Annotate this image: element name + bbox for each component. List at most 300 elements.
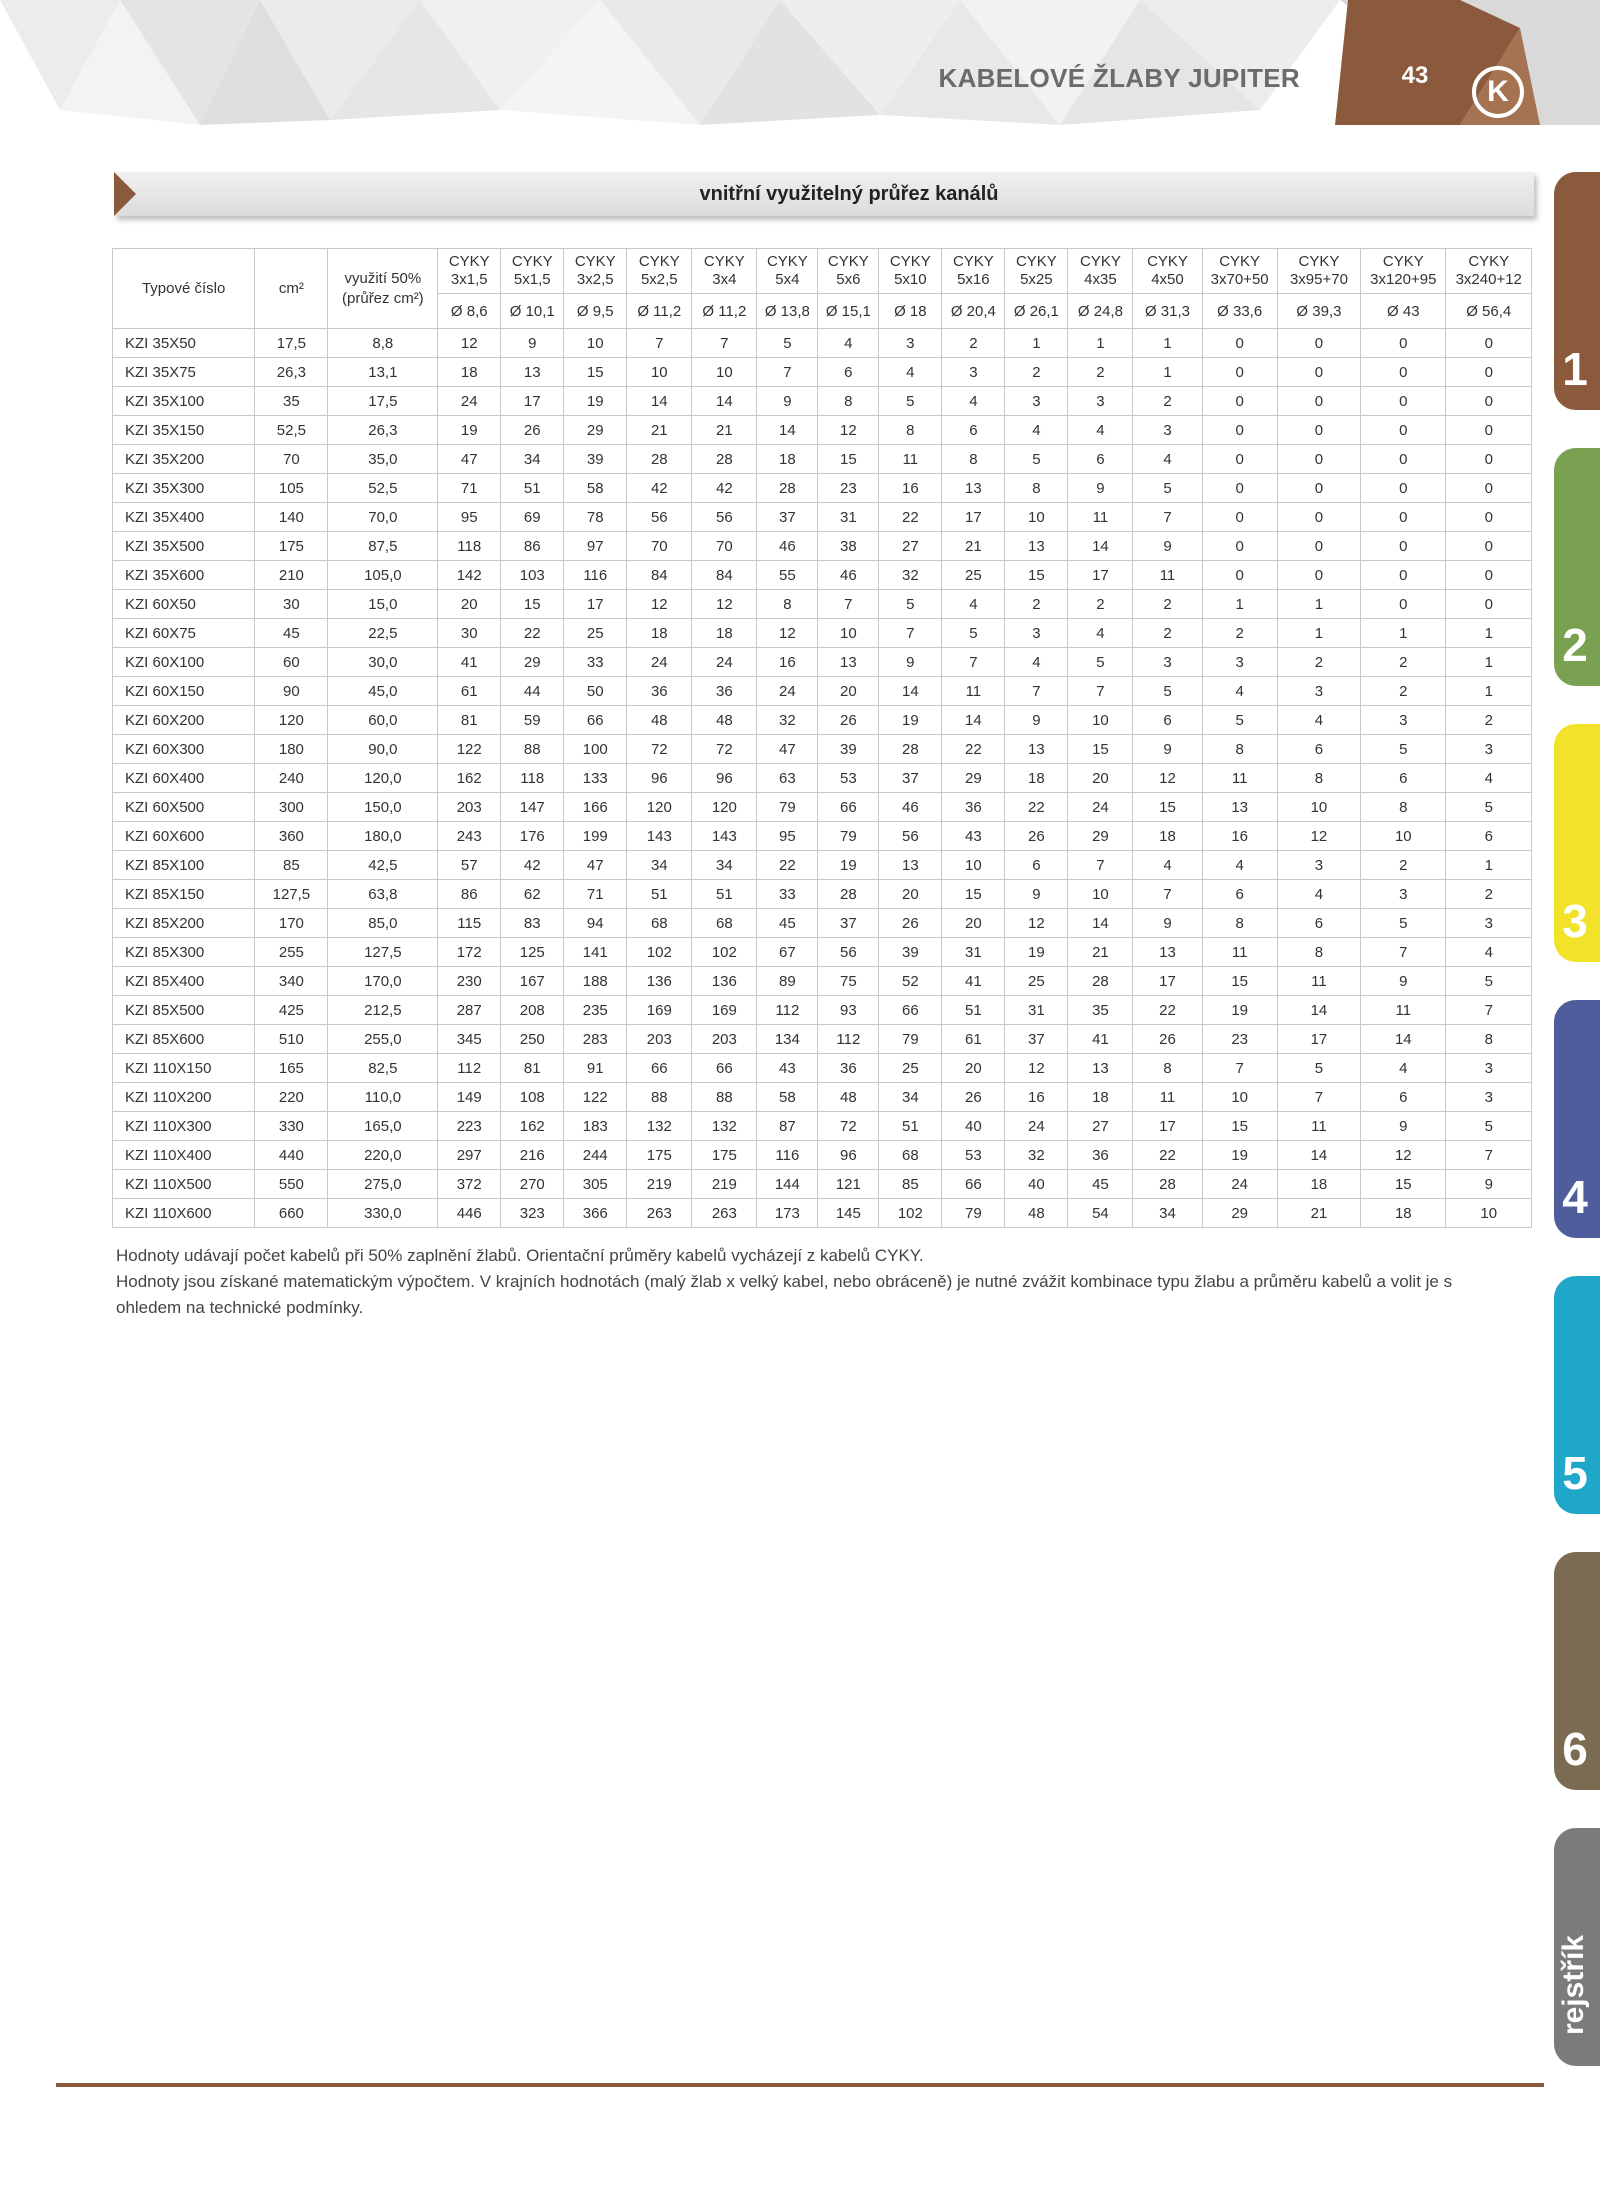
- table-cell: 133: [564, 764, 627, 793]
- cell-type-number: KZI 60X400: [113, 764, 255, 793]
- table-cell: 11: [1277, 967, 1360, 996]
- table-cell: 2: [1133, 387, 1202, 416]
- header-cable: CYKY 3x95+70: [1277, 249, 1360, 294]
- table-cell: 79: [879, 1025, 942, 1054]
- table-cell: 0: [1277, 532, 1360, 561]
- table-cell: 56: [818, 938, 879, 967]
- table-cell: 40: [1005, 1170, 1068, 1199]
- table-cell: 0: [1202, 532, 1277, 561]
- table-cell: 0: [1446, 590, 1532, 619]
- table-cell: 90,0: [328, 735, 438, 764]
- table-cell: 180,0: [328, 822, 438, 851]
- table-cell: 11: [1202, 938, 1277, 967]
- table-row: [113, 1141, 1532, 1170]
- table-cell: 79: [757, 793, 818, 822]
- table-cell: 7: [1133, 503, 1202, 532]
- table-cell: 33: [757, 880, 818, 909]
- table-cell: 1: [1361, 619, 1446, 648]
- table-cell: 46: [818, 561, 879, 590]
- table-cell: 22: [1133, 996, 1202, 1025]
- table-cell: 212,5: [328, 996, 438, 1025]
- table-cell: 93: [818, 996, 879, 1025]
- table-cell: 0: [1361, 416, 1446, 445]
- table-cell: 0: [1202, 474, 1277, 503]
- table-cell: 24: [627, 648, 692, 677]
- table-cell: 149: [438, 1083, 501, 1112]
- table-cell: 4: [1361, 1054, 1446, 1083]
- table-cell: 13: [1005, 532, 1068, 561]
- table-cell: 255: [255, 938, 328, 967]
- table-cell: 2: [1202, 619, 1277, 648]
- table-cell: 1: [1133, 329, 1202, 358]
- header-cable: CYKY 5x16: [942, 249, 1005, 294]
- header-cable: CYKY 3x1,5: [438, 249, 501, 294]
- table-cell: 7: [1005, 677, 1068, 706]
- table-cell: 97: [564, 532, 627, 561]
- table-cell: 45,0: [328, 677, 438, 706]
- table-cell: 136: [627, 967, 692, 996]
- table-cell: 132: [692, 1112, 757, 1141]
- table-cell: 6: [1277, 909, 1360, 938]
- table-cell: 41: [942, 967, 1005, 996]
- table-cell: 13,1: [328, 358, 438, 387]
- table-cell: 12: [692, 590, 757, 619]
- table-cell: 263: [627, 1199, 692, 1228]
- table-cell: 42: [692, 474, 757, 503]
- table-cell: 0: [1277, 445, 1360, 474]
- cell-type-number: KZI 85X500: [113, 996, 255, 1025]
- table-cell: 19: [1202, 1141, 1277, 1170]
- table-cell: 54: [1068, 1199, 1133, 1228]
- table-cell: 70: [255, 445, 328, 474]
- table-cell: 68: [692, 909, 757, 938]
- table-cell: 8: [1202, 735, 1277, 764]
- table-cell: 330,0: [328, 1199, 438, 1228]
- chapter-tab-label: 5: [1562, 1447, 1588, 1499]
- cell-type-number: KZI 110X500: [113, 1170, 255, 1199]
- table-cell: 203: [627, 1025, 692, 1054]
- table-cell: 12: [627, 590, 692, 619]
- table-cell: 13: [879, 851, 942, 880]
- table-cell: 208: [501, 996, 564, 1025]
- table-cell: 15: [1005, 561, 1068, 590]
- table-cell: 0: [1446, 503, 1532, 532]
- table-cell: 8: [757, 590, 818, 619]
- table-cell: 550: [255, 1170, 328, 1199]
- table-cell: 90: [255, 677, 328, 706]
- table-cell: 37: [818, 909, 879, 938]
- chapter-tab-rejstrik[interactable]: [1554, 1828, 1600, 2066]
- table-row: [113, 590, 1532, 619]
- table-cell: 29: [1068, 822, 1133, 851]
- cell-type-number: KZI 60X200: [113, 706, 255, 735]
- table-cell: 105,0: [328, 561, 438, 590]
- table-cell: 5: [1202, 706, 1277, 735]
- table-cell: 4: [1005, 416, 1068, 445]
- table-cell: 42,5: [328, 851, 438, 880]
- table-cell: 56: [692, 503, 757, 532]
- table-cell: 19: [564, 387, 627, 416]
- table-cell: 3: [1361, 706, 1446, 735]
- table-cell: 15: [818, 445, 879, 474]
- table-cell: 32: [757, 706, 818, 735]
- table-cell: 29: [564, 416, 627, 445]
- table-cell: 22: [1133, 1141, 1202, 1170]
- table-cell: 16: [879, 474, 942, 503]
- table-cell: 0: [1446, 387, 1532, 416]
- table-cell: 39: [564, 445, 627, 474]
- table-cell: 12: [1005, 1054, 1068, 1083]
- table-cell: 0: [1277, 387, 1360, 416]
- cell-type-number: KZI 110X200: [113, 1083, 255, 1112]
- table-cell: 9: [1068, 474, 1133, 503]
- table-cell: 66: [879, 996, 942, 1025]
- cell-type-number: KZI 60X150: [113, 677, 255, 706]
- table-cell: 11: [942, 677, 1005, 706]
- table-cell: 66: [692, 1054, 757, 1083]
- table-cell: 10: [1446, 1199, 1532, 1228]
- table-cell: 141: [564, 938, 627, 967]
- table-row: [113, 648, 1532, 677]
- table-cell: 2: [1361, 851, 1446, 880]
- table-cell: 70: [627, 532, 692, 561]
- header-diameter: Ø 33,6: [1202, 294, 1277, 329]
- table-row: [113, 619, 1532, 648]
- table-cell: 1: [1133, 358, 1202, 387]
- table-cell: 0: [1361, 387, 1446, 416]
- header-cable: CYKY 5x6: [818, 249, 879, 294]
- table-cell: 6: [1133, 706, 1202, 735]
- cell-type-number: KZI 35X500: [113, 532, 255, 561]
- table-cell: 275,0: [328, 1170, 438, 1199]
- cell-type-number: KZI 85X150: [113, 880, 255, 909]
- header-diameter: Ø 11,2: [692, 294, 757, 329]
- table-cell: 19: [1005, 938, 1068, 967]
- table-cell: 35: [1068, 996, 1133, 1025]
- table-cell: 66: [627, 1054, 692, 1083]
- table-cell: 32: [879, 561, 942, 590]
- table-cell: 144: [757, 1170, 818, 1199]
- table-cell: 51: [879, 1112, 942, 1141]
- table-cell: 10: [942, 851, 1005, 880]
- cell-type-number: KZI 110X400: [113, 1141, 255, 1170]
- table-cell: 4: [1446, 938, 1532, 967]
- table-cell: 162: [438, 764, 501, 793]
- table-cell: 3: [1277, 677, 1360, 706]
- table-cell: 1: [1277, 619, 1360, 648]
- table-cell: 15: [942, 880, 1005, 909]
- table-cell: 3: [1446, 909, 1532, 938]
- table-cell: 31: [942, 938, 1005, 967]
- table-cell: 34: [1133, 1199, 1202, 1228]
- table-cell: 11: [1133, 1083, 1202, 1112]
- table-cell: 173: [757, 1199, 818, 1228]
- table-cell: 219: [692, 1170, 757, 1199]
- table-cell: 19: [879, 706, 942, 735]
- table-cell: 223: [438, 1112, 501, 1141]
- table-cell: 175: [255, 532, 328, 561]
- table-cell: 29: [942, 764, 1005, 793]
- table-row: [113, 1112, 1532, 1141]
- table-cell: 9: [1361, 1112, 1446, 1141]
- table-cell: 13: [1133, 938, 1202, 967]
- table-cell: 6: [942, 416, 1005, 445]
- table-cell: 14: [1277, 1141, 1360, 1170]
- table-cell: 120,0: [328, 764, 438, 793]
- chapter-tab-5[interactable]: [1554, 1276, 1600, 1514]
- table-cell: 53: [818, 764, 879, 793]
- table-cell: 34: [692, 851, 757, 880]
- header-cable: CYKY 4x35: [1068, 249, 1133, 294]
- table-cell: 22: [1005, 793, 1068, 822]
- header-cable: CYKY 5x25: [1005, 249, 1068, 294]
- table-cell: 4: [1202, 677, 1277, 706]
- table-cell: 116: [564, 561, 627, 590]
- table-cell: 162: [501, 1112, 564, 1141]
- table-cell: 63,8: [328, 880, 438, 909]
- table-cell: 86: [438, 880, 501, 909]
- table-cell: 30: [438, 619, 501, 648]
- table-cell: 15: [1133, 793, 1202, 822]
- table-cell: 8: [1133, 1054, 1202, 1083]
- table-cell: 12: [1005, 909, 1068, 938]
- table-cell: 48: [627, 706, 692, 735]
- table-cell: 7: [942, 648, 1005, 677]
- table-cell: 13: [1068, 1054, 1133, 1083]
- cell-type-number: KZI 35X400: [113, 503, 255, 532]
- cell-type-number: KZI 85X300: [113, 938, 255, 967]
- table-cell: 18: [627, 619, 692, 648]
- table-cell: 3: [1068, 387, 1133, 416]
- table-cell: 81: [438, 706, 501, 735]
- table-row: [113, 561, 1532, 590]
- table-cell: 8: [1202, 909, 1277, 938]
- table-cell: 48: [692, 706, 757, 735]
- table-cell: 120: [627, 793, 692, 822]
- table-cell: 26,3: [328, 416, 438, 445]
- table-cell: 22,5: [328, 619, 438, 648]
- table-cell: 17: [1277, 1025, 1360, 1054]
- chapter-tab-6[interactable]: [1554, 1552, 1600, 1790]
- table-cell: 7: [1277, 1083, 1360, 1112]
- table-cell: 0: [1446, 358, 1532, 387]
- table-cell: 12: [1361, 1141, 1446, 1170]
- table-cell: 53: [942, 1141, 1005, 1170]
- chapter-tab-2[interactable]: [1554, 448, 1600, 686]
- table-cell: 15: [564, 358, 627, 387]
- table-cell: 11: [1277, 1112, 1360, 1141]
- table-cell: 2: [1133, 590, 1202, 619]
- table-cell: 175: [692, 1141, 757, 1170]
- table-cell: 30,0: [328, 648, 438, 677]
- table-cell: 3: [942, 358, 1005, 387]
- table-cell: 219: [627, 1170, 692, 1199]
- page-number: 43: [1401, 62, 1429, 89]
- table-cell: 72: [627, 735, 692, 764]
- chapter-tab-4[interactable]: [1554, 1000, 1600, 1238]
- table-cell: 660: [255, 1199, 328, 1228]
- table-cell: 297: [438, 1141, 501, 1170]
- table-row: [113, 967, 1532, 996]
- table-row: [113, 880, 1532, 909]
- table-cell: 68: [879, 1141, 942, 1170]
- table-cell: 25: [564, 619, 627, 648]
- table-cell: 110,0: [328, 1083, 438, 1112]
- table-cell: 5: [879, 387, 942, 416]
- table-cell: 9: [879, 648, 942, 677]
- table-cell: 7: [1361, 938, 1446, 967]
- table-cell: 17,5: [255, 329, 328, 358]
- header-cable: CYKY 3x70+50: [1202, 249, 1277, 294]
- table-cell: 14: [879, 677, 942, 706]
- table-cell: 188: [564, 967, 627, 996]
- table-cell: 8: [1005, 474, 1068, 503]
- table-cell: 0: [1446, 532, 1532, 561]
- table-cell: 39: [879, 938, 942, 967]
- chapter-tab-label: 1: [1562, 343, 1588, 395]
- table-cell: 122: [438, 735, 501, 764]
- table-cell: 125: [501, 938, 564, 967]
- table-cell: 50: [564, 677, 627, 706]
- table-cell: 3: [1202, 648, 1277, 677]
- table-cell: 24: [438, 387, 501, 416]
- table-cell: 5: [1446, 1112, 1532, 1141]
- table-cell: 127,5: [255, 880, 328, 909]
- table-cell: 45: [1068, 1170, 1133, 1199]
- table-cell: 72: [818, 1112, 879, 1141]
- table-cell: 12: [757, 619, 818, 648]
- table-cell: 263: [692, 1199, 757, 1228]
- table-cell: 2: [1361, 677, 1446, 706]
- table-cell: 26: [818, 706, 879, 735]
- table-cell: 87,5: [328, 532, 438, 561]
- table-cell: 112: [818, 1025, 879, 1054]
- table-row: [113, 445, 1532, 474]
- table-cell: 510: [255, 1025, 328, 1054]
- table-cell: 7: [1446, 996, 1532, 1025]
- table-cell: 1: [1446, 619, 1532, 648]
- table-cell: 48: [1005, 1199, 1068, 1228]
- table-cell: 9: [1133, 532, 1202, 561]
- table-cell: 27: [879, 532, 942, 561]
- table-cell: 14: [942, 706, 1005, 735]
- table-cell: 27: [1068, 1112, 1133, 1141]
- table-cell: 36: [818, 1054, 879, 1083]
- table-cell: 0: [1277, 474, 1360, 503]
- table-cell: 11: [879, 445, 942, 474]
- table-cell: 13: [1202, 793, 1277, 822]
- table-cell: 7: [692, 329, 757, 358]
- table-cell: 59: [501, 706, 564, 735]
- header-diameter: Ø 9,5: [564, 294, 627, 329]
- table-cell: 85: [255, 851, 328, 880]
- table-cell: 19: [438, 416, 501, 445]
- table-cell: 6: [1361, 1083, 1446, 1112]
- table-cell: 5: [879, 590, 942, 619]
- table-cell: 2: [1446, 706, 1532, 735]
- header-diameter: Ø 15,1: [818, 294, 879, 329]
- header-diameter: Ø 13,8: [757, 294, 818, 329]
- table-cell: 13: [818, 648, 879, 677]
- table-cell: 37: [1005, 1025, 1068, 1054]
- table-cell: 40: [942, 1112, 1005, 1141]
- table-cell: 3: [879, 329, 942, 358]
- chapter-tab-3[interactable]: [1554, 724, 1600, 962]
- table-cell: 167: [501, 967, 564, 996]
- table-cell: 34: [501, 445, 564, 474]
- table-cell: 35,0: [328, 445, 438, 474]
- cell-type-number: KZI 35X300: [113, 474, 255, 503]
- table-cell: 0: [1277, 358, 1360, 387]
- table-row: [113, 851, 1532, 880]
- table-cell: 243: [438, 822, 501, 851]
- chapter-tab-label: 3: [1562, 895, 1588, 947]
- table-cell: 5: [1361, 909, 1446, 938]
- table-cell: 203: [692, 1025, 757, 1054]
- table-cell: 12: [818, 416, 879, 445]
- table-cell: 0: [1202, 329, 1277, 358]
- table-cell: 14: [757, 416, 818, 445]
- table-cell: 7: [1068, 851, 1133, 880]
- header-diameter: Ø 10,1: [501, 294, 564, 329]
- cell-type-number: KZI 35X100: [113, 387, 255, 416]
- table-cell: 18: [1277, 1170, 1360, 1199]
- table-cell: 70,0: [328, 503, 438, 532]
- table-cell: 0: [1202, 358, 1277, 387]
- table-cell: 22: [879, 503, 942, 532]
- table-cell: 66: [942, 1170, 1005, 1199]
- table-cell: 0: [1446, 445, 1532, 474]
- table-cell: 14: [1277, 996, 1360, 1025]
- table-cell: 183: [564, 1112, 627, 1141]
- table-cell: 440: [255, 1141, 328, 1170]
- table-cell: 28: [757, 474, 818, 503]
- table-cell: 300: [255, 793, 328, 822]
- table-cell: 143: [692, 822, 757, 851]
- table-cell: 170,0: [328, 967, 438, 996]
- table-cell: 14: [1361, 1025, 1446, 1054]
- table-cell: 169: [692, 996, 757, 1025]
- table-cell: 5: [1005, 445, 1068, 474]
- chapter-tab-1[interactable]: [1554, 172, 1600, 410]
- table-cell: 72: [692, 735, 757, 764]
- header-diameter: Ø 26,1: [1005, 294, 1068, 329]
- cell-type-number: KZI 60X75: [113, 619, 255, 648]
- cell-type-number: KZI 110X300: [113, 1112, 255, 1141]
- table-cell: 4: [1005, 648, 1068, 677]
- cell-type-number: KZI 85X400: [113, 967, 255, 996]
- cell-type-number: KZI 85X600: [113, 1025, 255, 1054]
- table-cell: 9: [1005, 880, 1068, 909]
- table-cell: 3: [1277, 851, 1360, 880]
- table-cell: 2: [1133, 619, 1202, 648]
- table-cell: 1: [1446, 851, 1532, 880]
- table-cell: 118: [501, 764, 564, 793]
- table-cell: 24: [1005, 1112, 1068, 1141]
- table-cell: 17: [501, 387, 564, 416]
- table-cell: 0: [1361, 474, 1446, 503]
- header-cm2: cm²: [255, 249, 328, 329]
- table-cell: 60,0: [328, 706, 438, 735]
- table-cell: 270: [501, 1170, 564, 1199]
- cell-type-number: KZI 35X75: [113, 358, 255, 387]
- table-cell: 121: [818, 1170, 879, 1199]
- table-cell: 18: [757, 445, 818, 474]
- table-cell: 36: [1068, 1141, 1133, 1170]
- table-cell: 85,0: [328, 909, 438, 938]
- table-cell: 63: [757, 764, 818, 793]
- table-cell: 2: [1277, 648, 1360, 677]
